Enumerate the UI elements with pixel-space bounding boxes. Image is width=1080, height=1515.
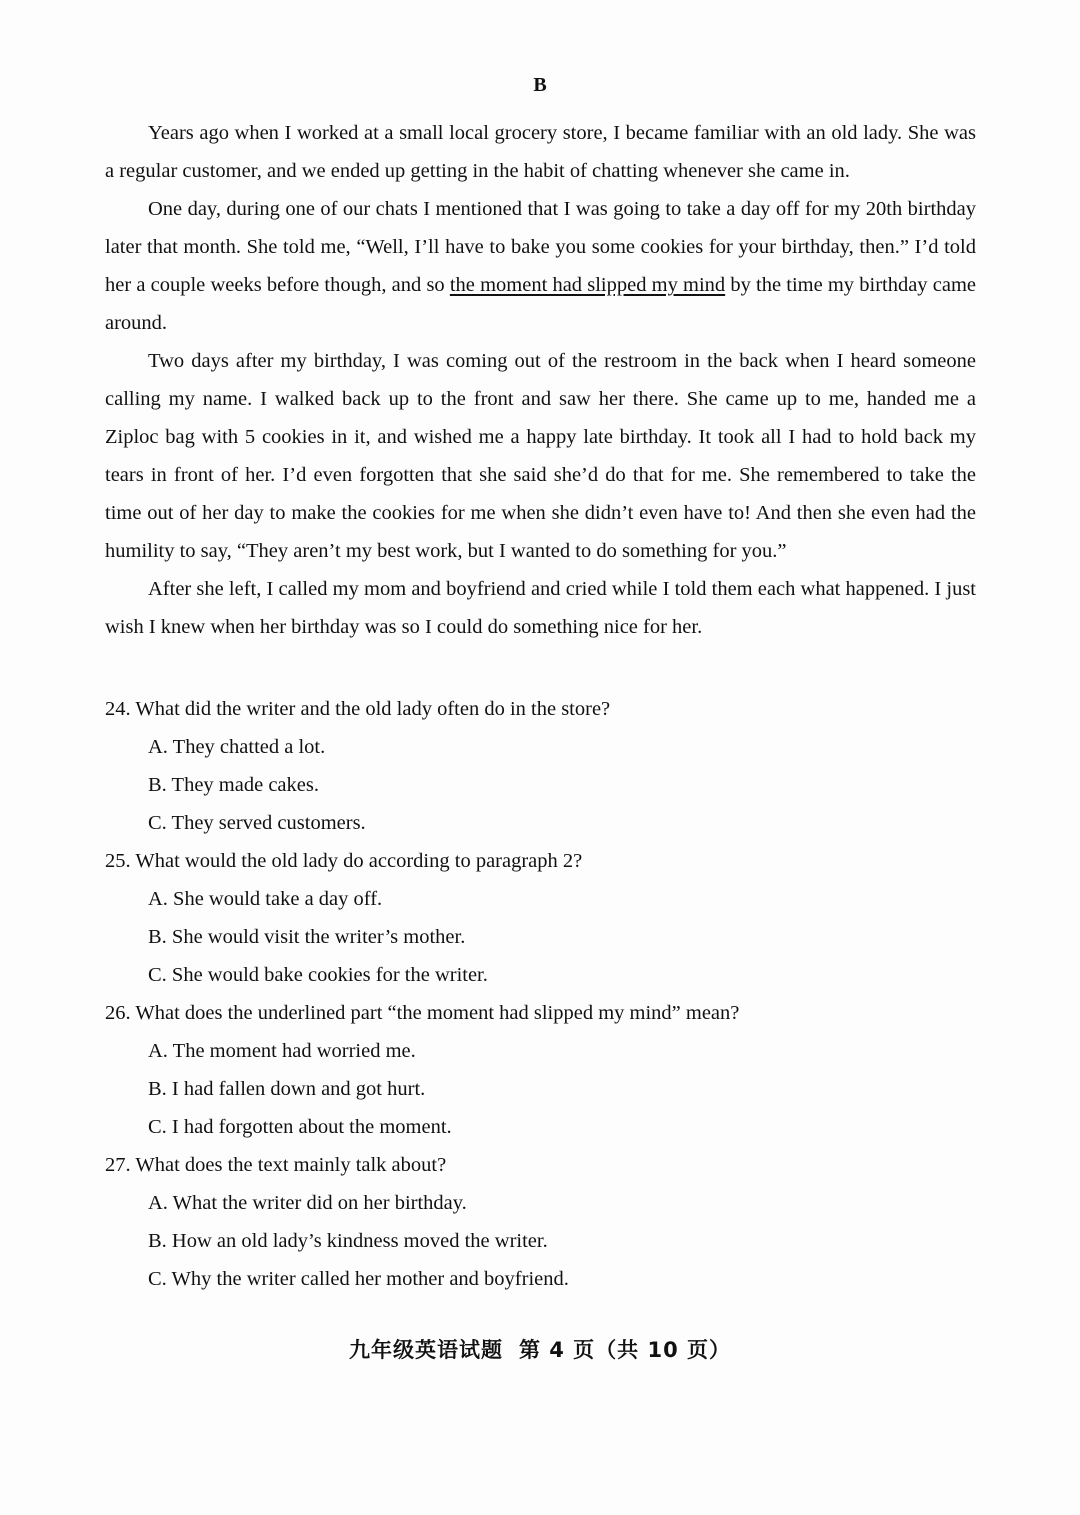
question-stem: 25. What would the old lady do according to paragraph 2? [105,850,583,872]
option-b: B. How an old lady’s kindness moved the writer. [148,1230,548,1252]
paragraph-1: Years ago when I worked at a small local grocery store, I became familiar with an old lady. She was a regular customer, and we ended up getting in the habit of chatting whenever she came in. [105,122,976,182]
question-25 [105,842,976,994]
option-c: C. Why the writer called her mother and boyfriend. [148,1268,569,1290]
paragraph-2 [105,190,976,342]
question-list [105,690,976,1298]
option-b: B. They made cakes. [148,774,319,796]
question-stem: 24. What did the writer and the old lady often do in the store? [105,698,611,720]
option-c: C. They served customers. [148,812,366,834]
question-stem: 26. What does the underlined part “the moment had slipped my mind” mean? [105,1002,740,1024]
option-c: C. She would bake cookies for the writer. [148,964,488,986]
option-a: A. She would take a day off. [148,888,383,910]
option-b: B. She would visit the writer’s mother. [148,926,466,948]
paragraph-3: Two days after my birthday, I was coming out of the restroom in the back when I heard someone calling my name. I walked back up to the front and saw her there. She came up to me, handed me a Ziploc bag with 5 cookies in it, and wished me a happy late birthday. It took all I had to hold back my tears in front of her. I’d even forgotten that she said she’d do that for me. She remembered to take the time out of her day to make the cookies for me when she didn’t even have to! And then she even had the humility to say, “They aren’t my best work, but I wanted to do something for you.” [105,350,976,562]
option-a: A. They chatted a lot. [148,736,326,758]
option-a: A. The moment had worried me. [148,1040,416,1062]
option-c: C. I had forgotten about the moment. [148,1116,452,1138]
paragraph-2-text-after: by the time my birthday came around. [105,274,976,334]
option-b: B. I had fallen down and got hurt. [148,1078,426,1100]
underlined-phrase: the moment had slipped my mind [449,274,726,296]
question-27 [105,1146,976,1298]
option-a: A. What the writer did on her birthday. [148,1192,467,1214]
question-stem: 27. What does the text mainly talk about? [105,1154,447,1176]
question-26 [105,994,976,1146]
page-number: 第 4 页（共 10 页） [518,1338,732,1362]
reading-passage [105,114,976,646]
page-footer [0,1334,1080,1364]
question-24 [105,690,976,842]
exam-name: 九年级英语试题 [348,1338,503,1362]
paragraph-4: After she left, I called my mom and boyfriend and cried while I told them each what happened. I just wish I knew when her birthday was so I could do something nice for her. [105,578,976,638]
paragraph-2-text-before: One day, during one of our chats I mentioned that I was going to take a day off for my 20th birthday later that month. She told me, “Well, I’ll have to bake you some cookies for your birthday, then.” I’d told her a couple weeks before though, and so [105,198,976,296]
section-title: B [533,74,547,96]
